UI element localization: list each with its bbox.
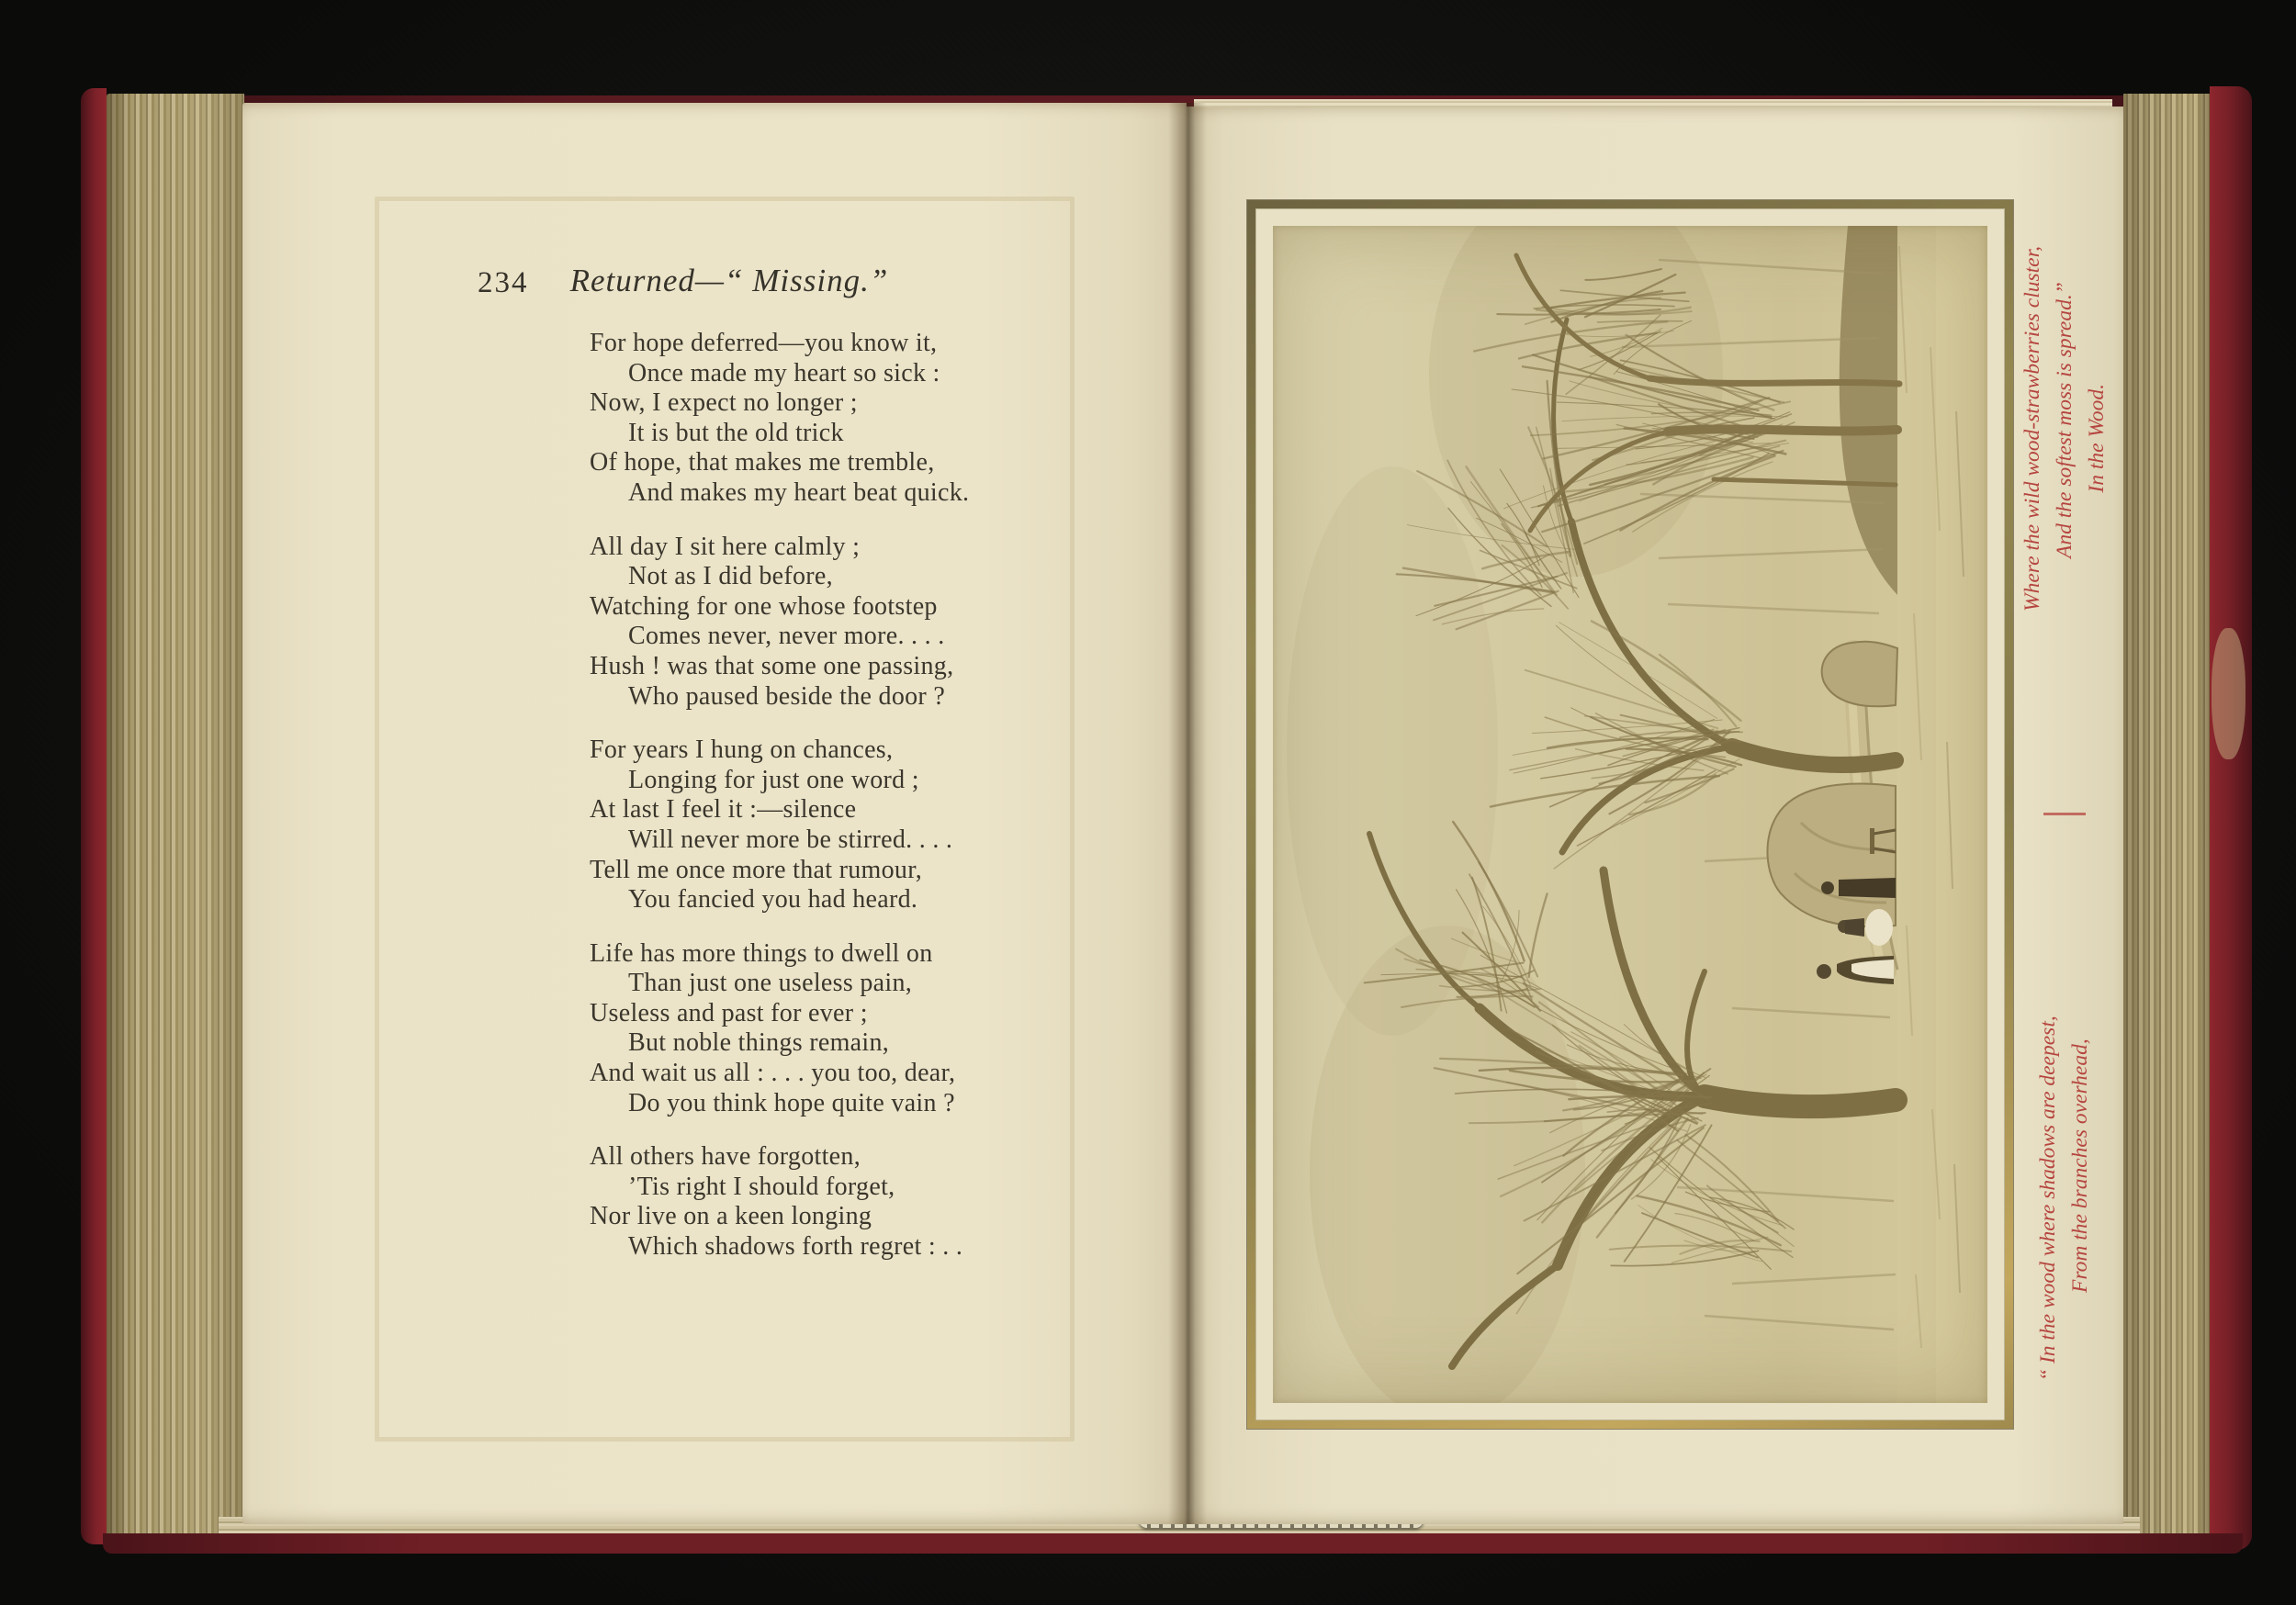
running-title: Returned—“ Missing.”	[569, 263, 889, 298]
poem-line: Nor live on a keen longing	[590, 1202, 872, 1231]
stanza	[590, 329, 969, 509]
poem-line: All day I sit here calmly ;	[590, 532, 861, 561]
poem-line: Useless and past for ever ;	[590, 998, 868, 1027]
poem-line: But noble things remain,	[628, 1028, 890, 1058]
caption-couplet-1	[2032, 1016, 2097, 1381]
poem-line: For years I hung on chances,	[590, 735, 894, 765]
woodland-photo-illustration	[1273, 226, 1987, 1403]
photo-scene	[1273, 226, 1987, 1403]
poem-line: Now, I expect no longer ;	[590, 388, 858, 418]
stanza	[590, 735, 969, 915]
poem-line: All others have forgotten,	[590, 1142, 861, 1172]
poem-line: For hope deferred—you know it,	[590, 329, 938, 357]
poem-line: Than just one useless pain,	[628, 969, 913, 998]
plate-photo	[1273, 226, 1987, 1403]
caption-line: And the softest moss is spread.”	[2052, 282, 2077, 558]
poem-line: Longing for just one word ;	[628, 765, 919, 794]
cover-left-edge	[81, 88, 107, 1544]
poem-line: Who paused beside the door ?	[628, 681, 946, 711]
poem-line: Tell me once more that rumour,	[590, 855, 923, 884]
cover-bottom-edge	[103, 1533, 2243, 1554]
caption-line: From the branches overhead,	[2068, 1038, 2092, 1293]
poem-line: Will never more be stirred. . . .	[628, 825, 953, 854]
poem-line: Watching for one whose footstep	[590, 591, 938, 621]
stanza	[590, 533, 969, 713]
plate-caption-rotated	[2019, 239, 2110, 1418]
poem-line: Life has more things to dwell on	[590, 938, 933, 968]
caption-line: “ In the wood where shadows are deepest,	[2036, 1016, 2060, 1381]
plate-caption	[2019, 239, 2110, 1418]
stanza	[590, 939, 969, 1119]
poem-line: And wait us all : . . . you too, dear,	[590, 1059, 956, 1088]
poem-line: And makes my heart beat quick.	[628, 477, 970, 507]
gutter	[1168, 103, 1207, 1524]
poem-line: Do you think hope quite vain ?	[628, 1088, 955, 1117]
gilt-fore-edge-left	[107, 94, 244, 1537]
poem-line: It is but the old trick	[628, 418, 844, 447]
poem-line: Once made my heart so sick :	[628, 358, 940, 387]
caption-couplet-2	[2017, 246, 2113, 612]
caption-divider-rule	[2043, 813, 2086, 815]
caption-attribution: In the Wood.	[2084, 384, 2109, 493]
poem-line: Hush ! was that some one passing,	[590, 651, 954, 680]
poem-line: Comes never, never more. . . .	[628, 622, 945, 651]
page-number: 234	[478, 266, 529, 299]
poem	[590, 329, 969, 1263]
caption-line: Where the wild wood-strawberries cluster,	[2020, 246, 2044, 612]
poem-line: At last I feel it :—silence	[590, 795, 857, 825]
plate-gold-frame	[1247, 200, 2013, 1429]
gilt-fore-edge-right	[2123, 94, 2212, 1541]
poem-line: Of hope, that makes me tremble,	[590, 448, 935, 477]
poem-line: Not as I did before,	[628, 562, 833, 591]
plate-mat	[1255, 208, 2005, 1420]
top-page-edges	[1194, 99, 2112, 107]
poem-line: Which shadows forth regret : . .	[628, 1232, 963, 1262]
stanza	[590, 1142, 969, 1262]
poem-line: You fancied you had heard.	[628, 885, 918, 915]
poem-line: ’Tis right I should forget,	[628, 1172, 895, 1201]
cover-right-edge	[2210, 86, 2252, 1550]
